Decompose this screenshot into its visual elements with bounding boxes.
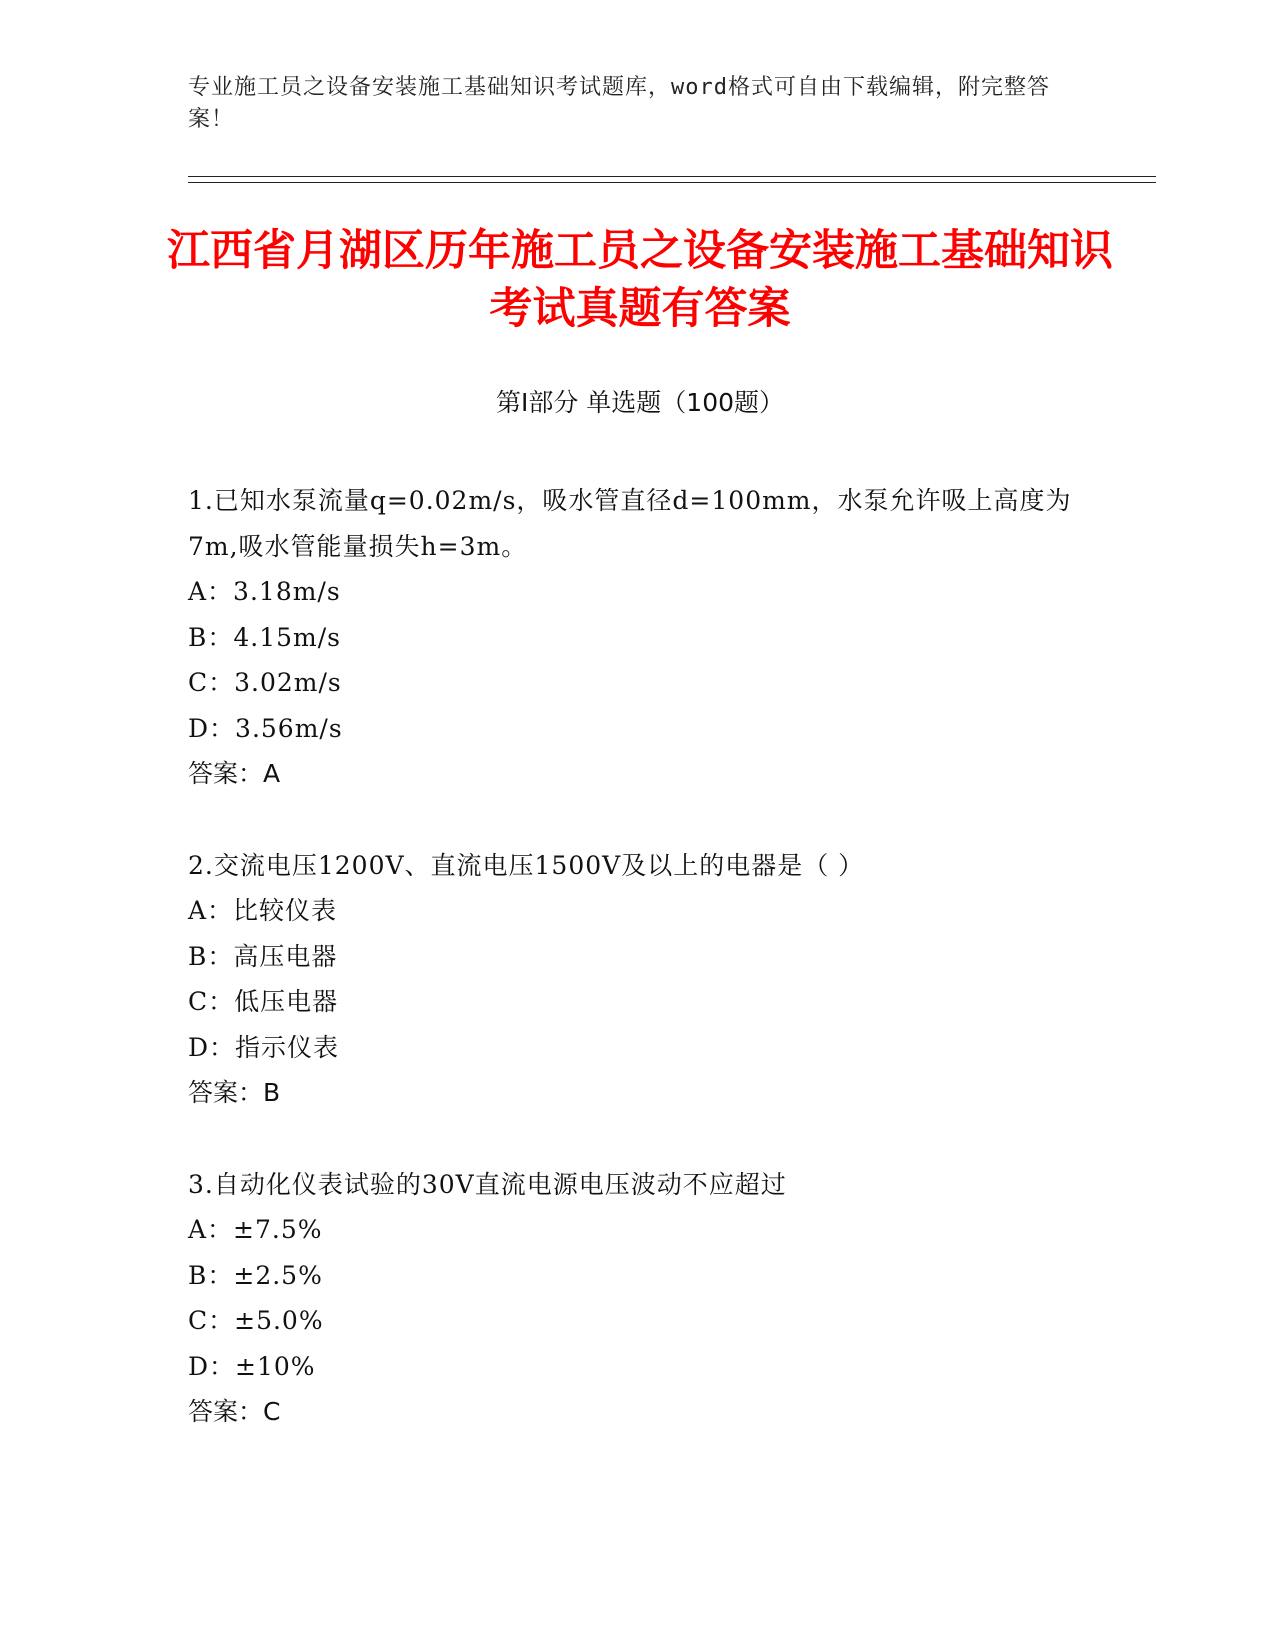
option-b: B：±2.5% — [188, 1260, 323, 1290]
option-c: C：低压电器 — [188, 987, 339, 1016]
answer-label: 答案：A — [188, 759, 281, 788]
option-c: C：±5.0% — [188, 1306, 324, 1335]
option-b: B：高压电器 — [188, 941, 338, 971]
header-note: 专业施工员之设备安装施工基础知识考试题库，word格式可自由下载编辑，附完整答案！ — [188, 75, 1050, 132]
question-1 — [188, 478, 1088, 797]
question-list — [188, 478, 1088, 1481]
question-stem: 2.交流电压1200V、直流电压1500V及以上的电器是（ ） — [188, 850, 865, 880]
option-d: D：±10% — [188, 1351, 316, 1381]
question-3 — [188, 1162, 1088, 1435]
question-stem: 3.自动化仪表试验的30V直流电源电压波动不应超过 — [188, 1169, 787, 1199]
option-b: B：4.15m/s — [188, 622, 341, 652]
section-heading: 第Ⅰ部分 单选题（100题） — [495, 388, 785, 417]
header-divider-bottom — [188, 182, 1156, 183]
question-stem: 1.已知水泵流量q=0.02m/s，吸水管直径d=100mm，水泵允许吸上高度为7m,吸水管能量损失h=3m。 — [188, 486, 1072, 561]
question-2 — [188, 843, 1088, 1116]
document-title: 江西省月湖区历年施工员之设备安装施工基础知识考试真题有答案 — [167, 226, 1113, 334]
answer-label: 答案：C — [188, 1397, 281, 1426]
option-a: A：±7.5% — [188, 1215, 323, 1244]
option-a: A：比较仪表 — [188, 896, 338, 925]
header-divider-top — [188, 176, 1156, 177]
option-d: D：3.56m/s — [188, 713, 343, 743]
option-a: A：3.18m/s — [188, 577, 341, 606]
answer-label: 答案：B — [188, 1078, 281, 1107]
option-c: C：3.02m/s — [188, 668, 342, 697]
option-d: D：指示仪表 — [188, 1032, 340, 1062]
